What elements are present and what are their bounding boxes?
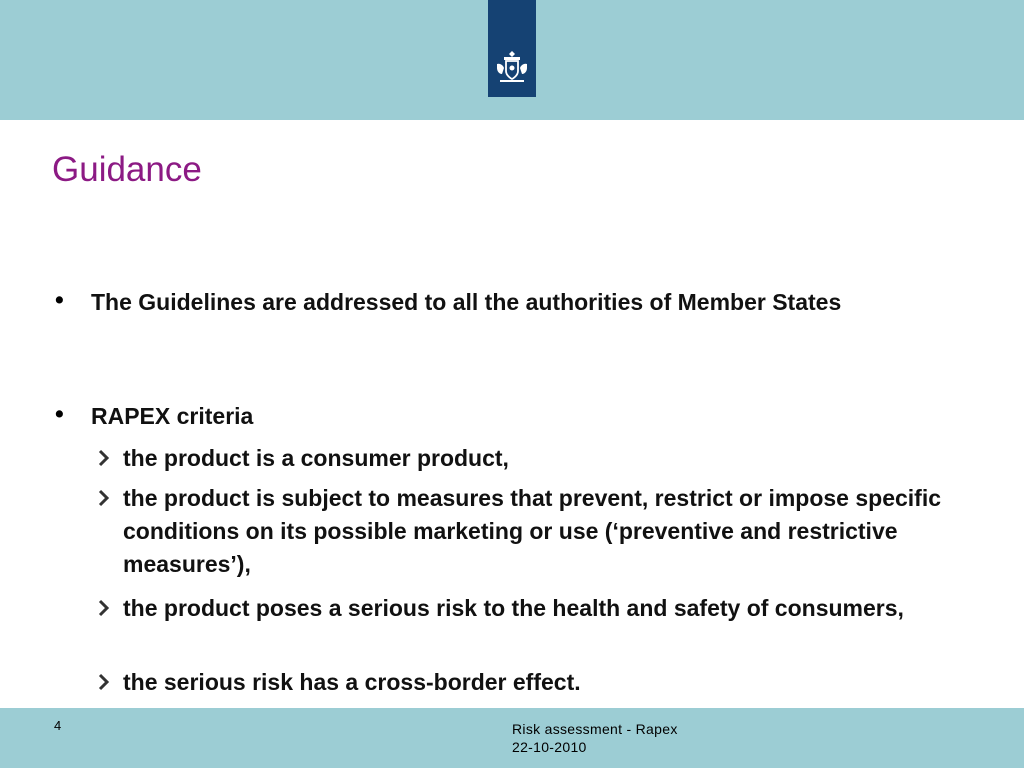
page-number: 4 — [54, 718, 62, 733]
chevron-right-icon — [97, 672, 111, 692]
footer-presentation-title: Risk assessment - Rapex — [512, 721, 678, 737]
coat-of-arms-icon — [492, 48, 532, 88]
bullet-marker: • — [55, 400, 64, 428]
criteria-item: the product is a consumer product, — [123, 445, 509, 471]
chevron-right-icon — [97, 488, 111, 508]
bullet-text: RAPEX criteria — [91, 403, 254, 429]
government-logo — [488, 0, 536, 97]
footer-date: 22-10-2010 — [512, 739, 587, 755]
criteria-item: the product is subject to measures that prevent, restrict or impose specific conditions on its possible marketing or use (‘preventive and restrictive measures’), — [123, 485, 942, 577]
bullet-marker: • — [55, 286, 64, 314]
bullet-text: The Guidelines are addressed to all the authorities of Member States — [91, 289, 842, 315]
chevron-right-icon — [97, 598, 111, 618]
footer-band — [0, 708, 1024, 768]
chevron-right-icon — [97, 448, 111, 468]
criteria-item: the product poses a serious risk to the health and safety of consumers, — [123, 595, 904, 621]
slide-title: Guidance — [52, 150, 202, 189]
criteria-item: the serious risk has a cross-border effect. — [123, 669, 581, 695]
